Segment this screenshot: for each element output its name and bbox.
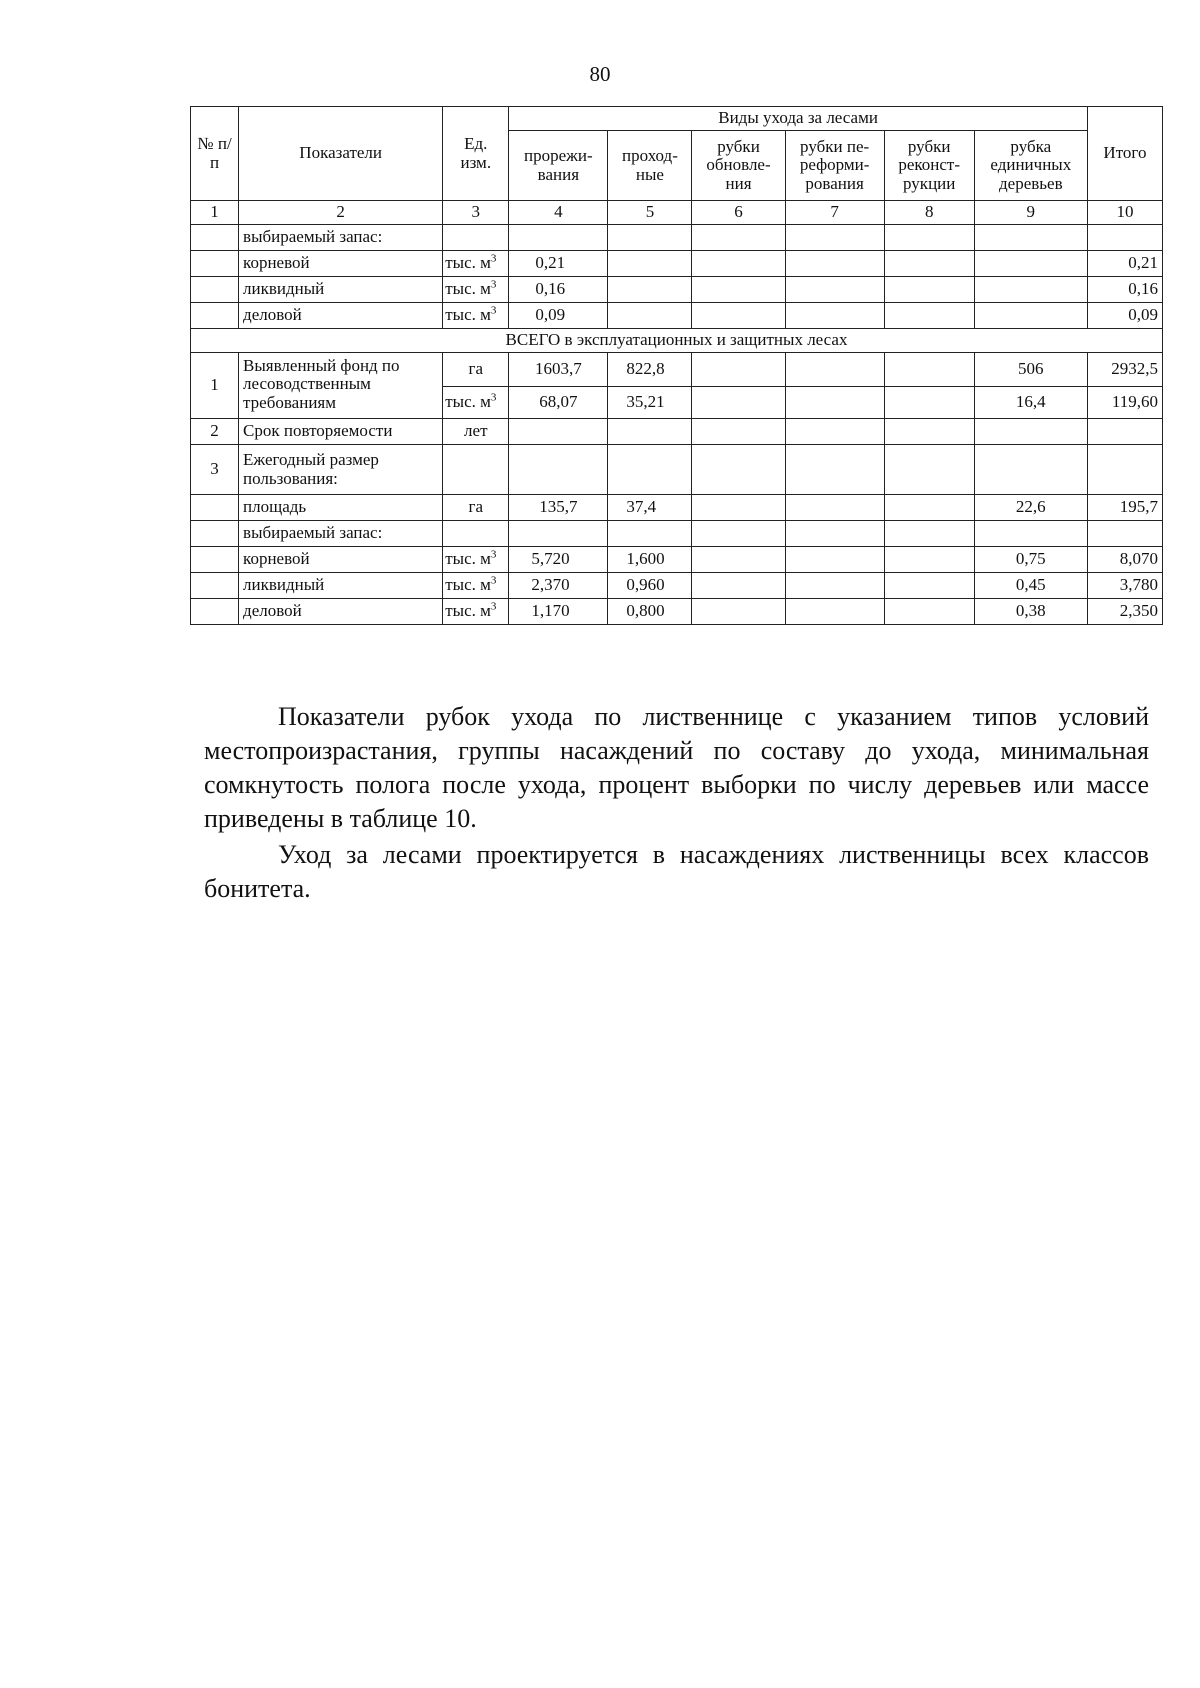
row-label: выбираемый запас: bbox=[239, 521, 443, 547]
row-unit: га bbox=[443, 495, 509, 521]
header-type: рубка единичных деревьев bbox=[974, 131, 1087, 201]
table-row bbox=[191, 599, 1163, 625]
row-number: 1 bbox=[191, 353, 239, 419]
row-label: Ежегодный размер пользования: bbox=[239, 445, 443, 495]
row-total: 119,60 bbox=[1087, 387, 1162, 419]
table-row bbox=[191, 419, 1163, 445]
section-title: ВСЕГО в эксплуатационных и защитных лесах bbox=[191, 329, 1163, 353]
paragraph: Показатели рубок ухода по лиственнице с указанием типов условий местопроизрастания, группы насаждений по составу до ухода, минимальная сомкнутость полога после ухода, процент выборки по числу деревьев или массе приведены в таблице 10. bbox=[204, 702, 1149, 833]
row-label: площадь bbox=[239, 495, 443, 521]
table-row bbox=[191, 445, 1163, 495]
table-row bbox=[191, 251, 1163, 277]
column-number: 2 bbox=[239, 201, 443, 225]
row-value: 0,09 bbox=[509, 303, 608, 329]
table-row bbox=[191, 495, 1163, 521]
table-row bbox=[191, 547, 1163, 573]
row-total: 3,780 bbox=[1087, 573, 1162, 599]
row-total: 2,350 bbox=[1087, 599, 1162, 625]
row-value: 135,7 bbox=[509, 495, 608, 521]
row-label: корневой bbox=[239, 547, 443, 573]
row-label: Выявленный фонд по лесоводственным требованиям bbox=[239, 353, 443, 419]
header-type: проход-ные bbox=[608, 131, 692, 201]
row-value: 1,170 bbox=[509, 599, 608, 625]
row-unit: га bbox=[443, 353, 509, 387]
row-value: 0,45 bbox=[974, 573, 1087, 599]
header-total: Итого bbox=[1087, 107, 1162, 201]
table-row bbox=[191, 353, 1163, 387]
row-value: 0,21 bbox=[509, 251, 608, 277]
table-row bbox=[191, 303, 1163, 329]
row-label: деловой bbox=[239, 303, 443, 329]
page-number: 80 bbox=[589, 62, 611, 86]
row-value: 0,38 bbox=[974, 599, 1087, 625]
row-unit: тыс. $м^3$ bbox=[443, 251, 509, 277]
row-value: 0,16 bbox=[509, 277, 608, 303]
header-unit: Ед. изм. bbox=[443, 107, 509, 201]
header-type: рубки обновле-ния bbox=[692, 131, 785, 201]
header-type: рубки реконст-рукции bbox=[884, 131, 974, 201]
row-value: 0,800 bbox=[608, 599, 692, 625]
row-value: 37,4 bbox=[608, 495, 692, 521]
row-label: ликвидный bbox=[239, 277, 443, 303]
column-number: 7 bbox=[785, 201, 884, 225]
header-type: прорежи-вания bbox=[509, 131, 608, 201]
column-number: 4 bbox=[509, 201, 608, 225]
header-care-types: Виды ухода за лесами bbox=[509, 107, 1088, 131]
row-unit: тыс. $м^3$ bbox=[443, 303, 509, 329]
row-unit: лет bbox=[443, 419, 509, 445]
row-unit: тыс. $м^3$ bbox=[443, 573, 509, 599]
row-value: 35,21 bbox=[608, 387, 692, 419]
row-number: 2 bbox=[191, 419, 239, 445]
row-label: корневой bbox=[239, 251, 443, 277]
row-label: Срок повторяемости bbox=[239, 419, 443, 445]
header-num: № п/п bbox=[191, 107, 239, 201]
row-label: деловой bbox=[239, 599, 443, 625]
table-row bbox=[191, 573, 1163, 599]
row-total: 2932,5 bbox=[1087, 353, 1162, 387]
column-number: 10 bbox=[1087, 201, 1162, 225]
row-unit: тыс. $м^3$ bbox=[443, 387, 509, 419]
row-total: 8,070 bbox=[1087, 547, 1162, 573]
column-number: 1 bbox=[191, 201, 239, 225]
row-total: 0,21 bbox=[1087, 251, 1162, 277]
row-total: 195,7 bbox=[1087, 495, 1162, 521]
row-value: 16,4 bbox=[974, 387, 1087, 419]
row-value: 1,600 bbox=[608, 547, 692, 573]
row-total: 0,16 bbox=[1087, 277, 1162, 303]
row-value: 0,960 bbox=[608, 573, 692, 599]
table-row bbox=[191, 277, 1163, 303]
body-text bbox=[204, 700, 1149, 906]
paragraph: Уход за лесами проектируется в насаждениях лиственницы всех классов бонитета. bbox=[204, 840, 1149, 903]
row-value: 0,75 bbox=[974, 547, 1087, 573]
column-number: 9 bbox=[974, 201, 1087, 225]
row-unit: тыс. $м^3$ bbox=[443, 547, 509, 573]
row-total: 0,09 bbox=[1087, 303, 1162, 329]
row-value: 68,07 bbox=[509, 387, 608, 419]
column-number: 8 bbox=[884, 201, 974, 225]
table-row bbox=[191, 521, 1163, 547]
header-indicators: Показатели bbox=[239, 107, 443, 201]
row-number: 3 bbox=[191, 445, 239, 495]
header-type: рубки пе-реформи-рования bbox=[785, 131, 884, 201]
row-label: ликвидный bbox=[239, 573, 443, 599]
column-number: 6 bbox=[692, 201, 785, 225]
table-row bbox=[191, 225, 1163, 251]
row-value: 506 bbox=[974, 353, 1087, 387]
row-unit: тыс. $м^3$ bbox=[443, 599, 509, 625]
row-value: 822,8 bbox=[608, 353, 692, 387]
column-number: 5 bbox=[608, 201, 692, 225]
column-number: 3 bbox=[443, 201, 509, 225]
forest-care-table bbox=[190, 106, 1163, 625]
row-unit: тыс. $м^3$ bbox=[443, 277, 509, 303]
row-value: 2,370 bbox=[509, 573, 608, 599]
row-value: 5,720 bbox=[509, 547, 608, 573]
row-value: 22,6 bbox=[974, 495, 1087, 521]
row-value: 1603,7 bbox=[509, 353, 608, 387]
row-label: выбираемый запас: bbox=[239, 225, 443, 251]
